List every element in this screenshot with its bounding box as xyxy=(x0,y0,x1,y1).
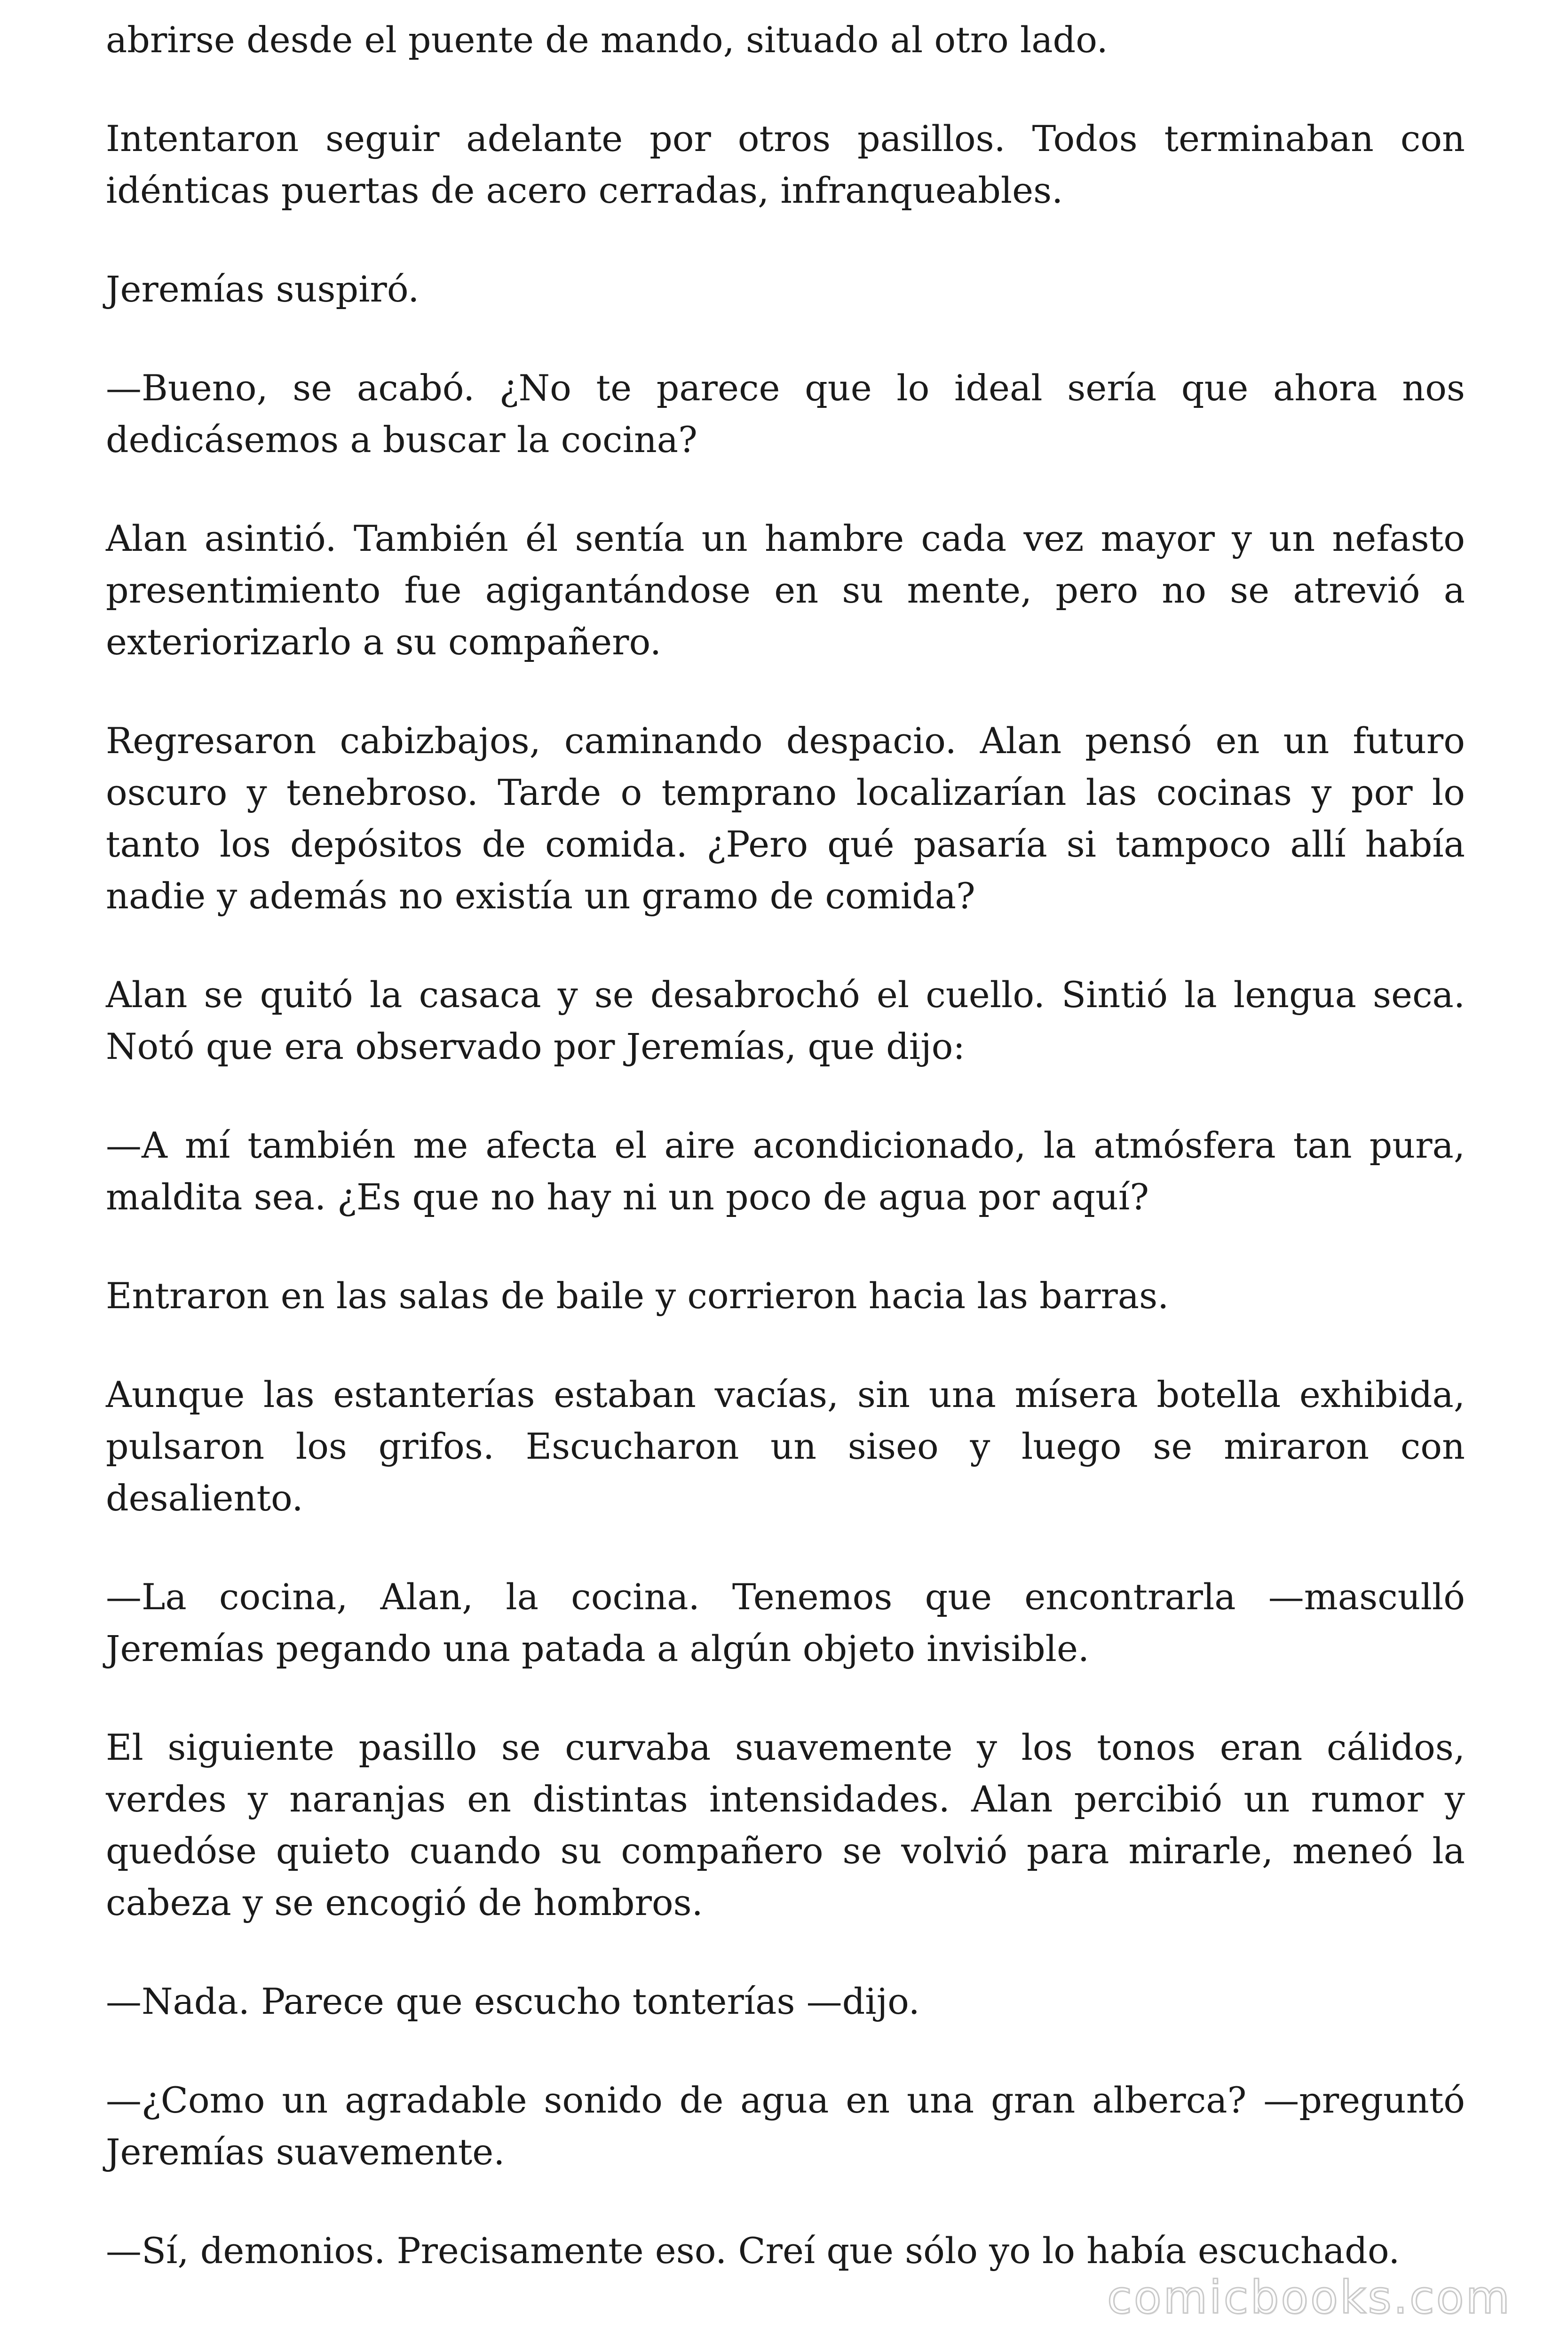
paragraph: Jeremías suspiró. xyxy=(106,268,420,310)
paragraph: —Nada. Parece que escucho tonterías —dijo. xyxy=(106,1980,920,2022)
paragraph: El siguiente pasillo se curvaba suavemente y los tonos eran cálidos, verdes y naranjas en distintas intensidades. Alan percibió un rumor y quedóse quieto cuando su compañero se volvió para mirarle, meneó la cabeza y se encogió de hombros. xyxy=(106,1726,1465,1923)
paragraph: —La cocina, Alan, la cocina. Tenemos que encontrarla —masculló Jeremías pegando una patada a algún objeto invisible. xyxy=(106,1576,1465,1669)
paragraph: —Sí, demonios. Precisamente eso. Creí que sólo yo lo había escuchado. xyxy=(106,2230,1400,2272)
paragraph: abrirse desde el puente de mando, situado al otro lado. xyxy=(106,19,1108,61)
paragraph: —A mí también me afecta el aire acondicionado, la atmósfera tan pura, maldita sea. ¿Es que no hay ni un poco de agua por aquí? xyxy=(106,1124,1465,1218)
paragraph: Entraron en las salas de baile y corrieron hacia las barras. xyxy=(106,1275,1169,1317)
paragraph: Aunque las estanterías estaban vacías, sin una mísera botella exhibida, pulsaron los grifos. Escucharon un siseo y luego se miraron con desaliento. xyxy=(106,1374,1465,1519)
book-page-text xyxy=(106,0,1465,2324)
paragraph: Regresaron cabizbajos, caminando despacio. Alan pensó en un futuro oscuro y tenebroso. Tarde o temprano localizarían las cocinas y por lo tanto los depósitos de comida. ¿Pero qué pasaría si tampoco allí había nadie y además no existía un gramo de comida? xyxy=(106,720,1465,917)
paragraph: Alan se quitó la casaca y se desabrochó el cuello. Sintió la lengua seca. Notó que era observado por Jeremías, que dijo: xyxy=(106,974,1465,1067)
paragraph: —Bueno, se acabó. ¿No te parece que lo ideal sería que ahora nos dedicásemos a buscar la cocina? xyxy=(106,367,1465,461)
paragraph: —¿Como un agradable sonido de agua en una gran alberca? —preguntó Jeremías suavemente. xyxy=(106,2079,1465,2173)
watermark: comicbooks.com xyxy=(1107,2271,1512,2324)
paragraph: Alan asintió. También él sentía un hambre cada vez mayor y un nefasto presentimiento fue agigantándose en su mente, pero no se atrevió a exteriorizarlo a su compañero. xyxy=(106,517,1465,663)
paragraph: Intentaron seguir adelante por otros pasillos. Todos terminaban con idénticas puertas de acero cerradas, infranqueables. xyxy=(106,118,1465,211)
